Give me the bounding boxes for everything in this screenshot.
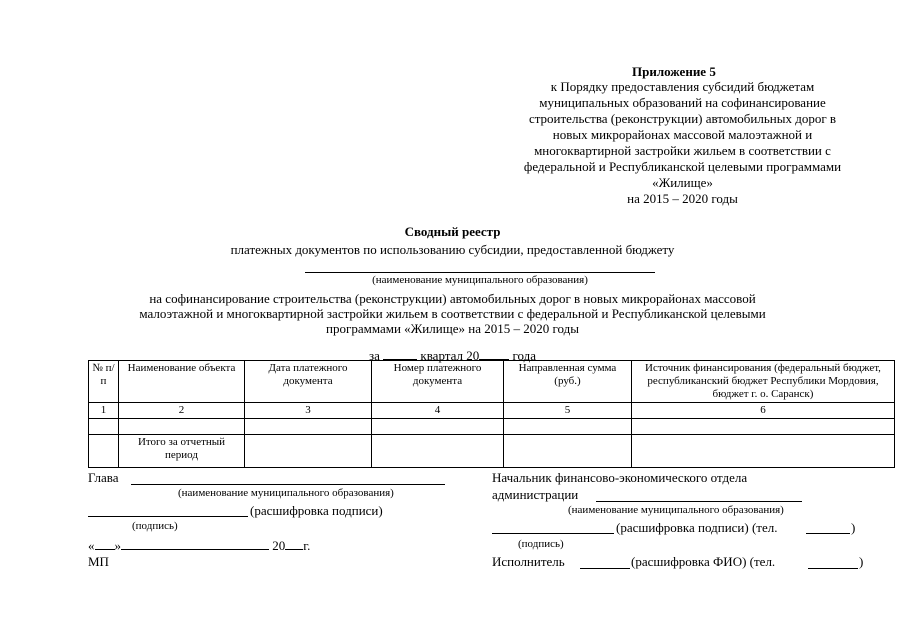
municipality-caption: (наименование муниципального образования) xyxy=(372,274,588,286)
appendix-line: к Порядку предоставления субсидий бюджетам xyxy=(550,79,815,94)
appendix-line: новых микрорайонах массовой малоэтажной и xyxy=(552,127,813,142)
date-year-blank[interactable] xyxy=(285,537,303,550)
right-phone-line[interactable] xyxy=(806,533,850,534)
head-name-line[interactable] xyxy=(131,484,445,485)
table-cell[interactable] xyxy=(632,435,895,468)
total-row xyxy=(89,435,895,468)
left-signature-caption: (подпись) xyxy=(132,520,178,532)
table-cell[interactable] xyxy=(119,419,245,435)
appendix-line: муниципальных образований на софинансирование xyxy=(539,95,826,110)
appendix-description xyxy=(480,79,885,207)
table-cell[interactable] xyxy=(372,435,504,468)
purpose-line: малоэтажной и многоквартирной застройки жильем в соответствии с федеральной и Республиканской целевыми xyxy=(139,306,766,321)
date-line xyxy=(88,537,310,554)
date-month-blank[interactable] xyxy=(121,537,269,550)
date-open-quote: « xyxy=(88,538,95,553)
executor-decode: (расшифровка ФИО) (тел. xyxy=(631,554,776,569)
date-close-quote: » xyxy=(114,538,121,553)
date-day-blank[interactable] xyxy=(95,537,115,550)
table-cell[interactable] xyxy=(245,435,372,468)
table-cell[interactable] xyxy=(372,419,504,435)
right-municipality-caption: (наименование муниципального образования) xyxy=(568,504,784,516)
left-signature-line[interactable] xyxy=(88,516,248,517)
column-number: 3 xyxy=(245,403,372,419)
right-signature-caption: (подпись) xyxy=(518,538,564,550)
date-year-prefix: 20 xyxy=(272,538,286,553)
appendix-line: на 2015 – 2020 годы xyxy=(627,191,738,206)
header-number: № п/п xyxy=(89,361,119,403)
appendix-line: строительства (реконструкции) автомобильных дорог в xyxy=(528,111,837,126)
executor-phone-line[interactable] xyxy=(808,568,858,569)
quarter-year-blank[interactable] xyxy=(479,347,509,360)
table-cell[interactable] xyxy=(504,419,632,435)
stamp-label: МП xyxy=(88,554,109,569)
head-label: Глава xyxy=(88,470,119,485)
quarter-suffix: года xyxy=(512,348,537,363)
left-municipality-caption: (наименование муниципального образования) xyxy=(178,487,394,499)
table-header-row xyxy=(89,361,895,403)
right-signature-line[interactable] xyxy=(492,533,614,534)
finance-head-title: Начальник финансово-экономического отдела xyxy=(492,470,748,485)
quarter-middle: квартал 20 xyxy=(420,348,480,363)
column-number-row xyxy=(89,403,895,419)
municipality-fill-line[interactable] xyxy=(305,272,655,273)
quarter-prefix: за xyxy=(368,348,380,363)
administration-label: администрации xyxy=(492,487,579,502)
table-cell[interactable] xyxy=(89,435,119,468)
header-object-name: Наименование объекта xyxy=(119,361,245,403)
registry-title: Сводный реестр xyxy=(404,224,501,239)
administration-line[interactable] xyxy=(596,501,802,502)
executor-phone-close: ) xyxy=(859,554,864,569)
table-cell[interactable] xyxy=(632,419,895,435)
right-phone-close: ) xyxy=(851,520,856,535)
header-amount: Направленная сумма (руб.) xyxy=(504,361,632,403)
table-cell[interactable] xyxy=(504,435,632,468)
date-suffix: г. xyxy=(303,538,311,553)
purpose-text xyxy=(0,291,905,336)
appendix-line: многоквартирной застройки жильем в соответствии с xyxy=(534,143,831,158)
column-number: 2 xyxy=(119,403,245,419)
right-signature-decode: (расшифровка подписи) (тел. xyxy=(616,520,778,535)
appendix-line: «Жилище» xyxy=(652,175,713,190)
table-cell[interactable] xyxy=(245,419,372,435)
header-document-date: Дата платежного документа xyxy=(245,361,372,403)
quarter-number-blank[interactable] xyxy=(383,347,417,360)
column-number: 6 xyxy=(632,403,895,419)
table-row xyxy=(89,419,895,435)
left-signature-decode: (расшифровка подписи) xyxy=(250,503,383,518)
appendix-title: Приложение 5 xyxy=(632,64,716,79)
appendix-line: федеральной и Республиканской целевыми программами xyxy=(523,159,842,174)
total-label: Итого за отчетный период xyxy=(119,435,245,468)
executor-line[interactable] xyxy=(580,568,630,569)
column-number: 1 xyxy=(89,403,119,419)
executor-label: Исполнитель xyxy=(492,554,565,569)
registry-subtitle: платежных документов по использованию субсидии, предоставленной бюджету xyxy=(230,242,675,257)
registry-table xyxy=(88,360,895,468)
column-number: 4 xyxy=(372,403,504,419)
header-document-number: Номер платежного документа xyxy=(372,361,504,403)
header-funding-source: Источник финансирования (федеральный бюджет, республиканский бюджет Республики Мордовия, бюджет г. о. Саранск) xyxy=(632,361,895,403)
purpose-line: на софинансирование строительства (реконструкции) автомобильных дорог в новых микрорайонах массовой xyxy=(149,291,756,306)
table-cell[interactable] xyxy=(89,419,119,435)
purpose-line: программами «Жилище» на 2015 – 2020 годы xyxy=(326,321,579,336)
column-number: 5 xyxy=(504,403,632,419)
